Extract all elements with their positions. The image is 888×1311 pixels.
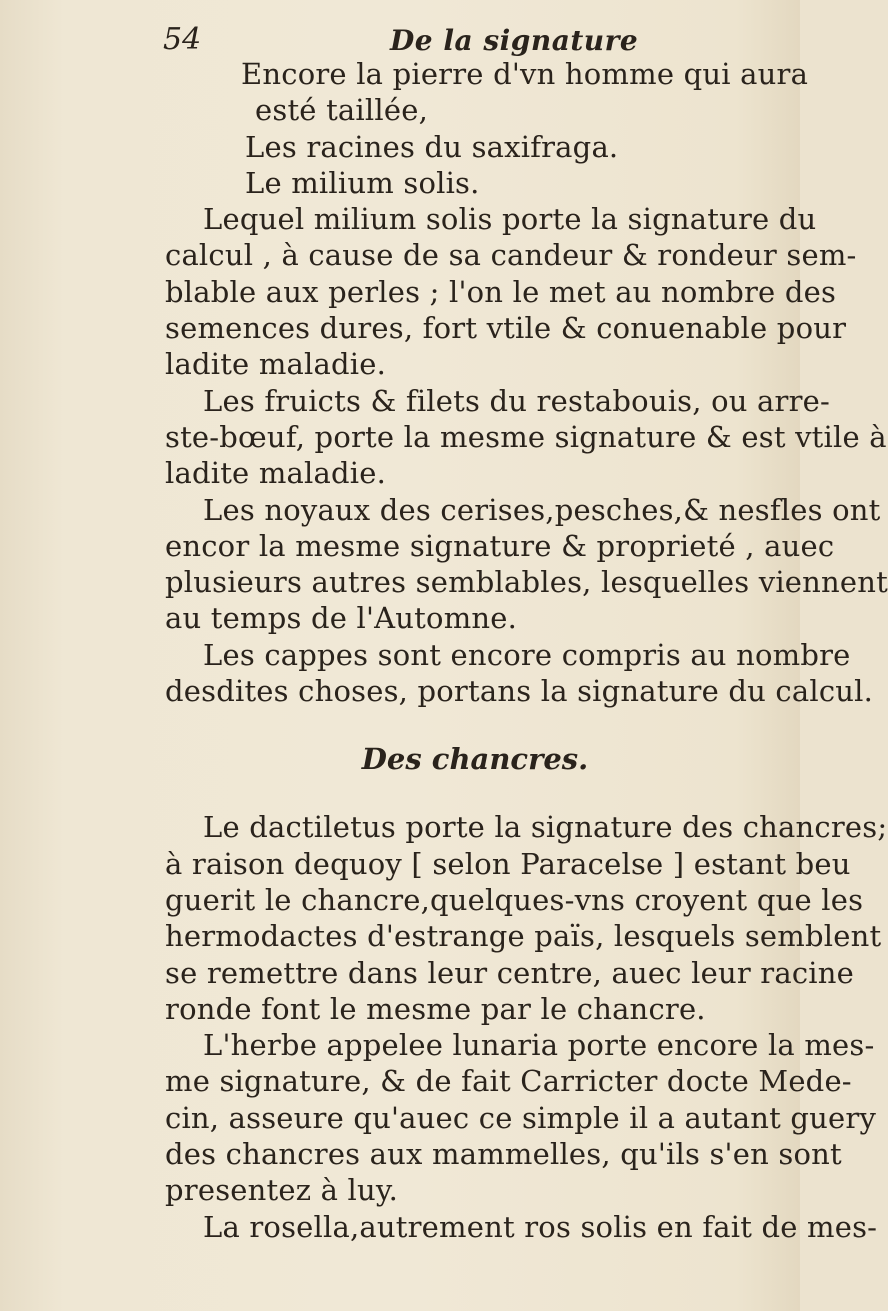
body-text xyxy=(165,56,888,1245)
text-line: se remettre dans leur centre, auec leur racine xyxy=(165,955,855,990)
text-line: Les noyaux des cerises,pesches,& nesfles ont xyxy=(203,492,881,527)
text-line: ronde font le mesme par le chancre. xyxy=(165,991,706,1026)
text-line: L'herbe appelee lunaria porte encore la mes- xyxy=(203,1028,875,1063)
text-line: La rosella,autrement ros solis en fait de mes- xyxy=(203,1209,878,1244)
text-line: Les cappes sont encore compris au nombre xyxy=(203,637,851,672)
text-line: cin, asseure qu'auec ce simple il a autant guery xyxy=(165,1100,877,1135)
text-line: guerit le chancre,quelques-vns croyent que les xyxy=(165,882,864,917)
text-line: Encore la pierre d'vn homme qui aura xyxy=(241,57,809,91)
text-line: des chancres aux mammelles, qu'ils s'en sont xyxy=(165,1137,842,1172)
text-line: me signature, & de fait Carricter docte Mede- xyxy=(165,1064,852,1099)
text-line: presentez à luy. xyxy=(165,1173,399,1208)
text-line: ladite maladie. xyxy=(165,347,387,382)
text-line: Les fruicts & filets du restabouis, ou arre- xyxy=(203,383,831,418)
text-line: ladite maladie. xyxy=(165,456,387,491)
section-heading: Des chancres. xyxy=(361,742,589,777)
page-number: 54 xyxy=(163,22,202,57)
text-line: hermodactes d'estrange païs, lesquels semblent xyxy=(165,919,882,954)
text-line: semences dures, fort vtile & conuenable pour xyxy=(165,311,847,346)
text-section-calcul xyxy=(165,56,888,709)
text-line: esté taillée, xyxy=(255,93,428,128)
text-line: calcul , à cause de sa candeur & rondeur sem- xyxy=(165,238,857,273)
text-line: blable aux perles ; l'on le met au nombre des xyxy=(165,274,837,309)
text-line: au temps de l'Automne. xyxy=(165,601,518,636)
text-section-chancres xyxy=(165,809,888,1245)
running-head: De la signature xyxy=(390,24,639,57)
text-line: ste-bœuf, porte la mesme signature & est vtile à xyxy=(165,419,887,454)
text-line: Le dactiletus porte la signature des chancres; xyxy=(203,810,888,845)
text-line: à raison dequoy [ selon Paracelse ] estant beu xyxy=(165,846,851,881)
text-line: desdites choses, portans la signature du calcul. xyxy=(165,674,874,709)
text-line: encor la mesme signature & proprieté , auec xyxy=(165,528,835,563)
text-line: Les racines du saxifraga. xyxy=(245,129,619,164)
text-line: plusieurs autres semblables, lesquelles viennent xyxy=(165,565,888,600)
text-line: Le milium solis. xyxy=(245,165,480,200)
text-line: Lequel milium solis porte la signature du xyxy=(203,202,817,237)
